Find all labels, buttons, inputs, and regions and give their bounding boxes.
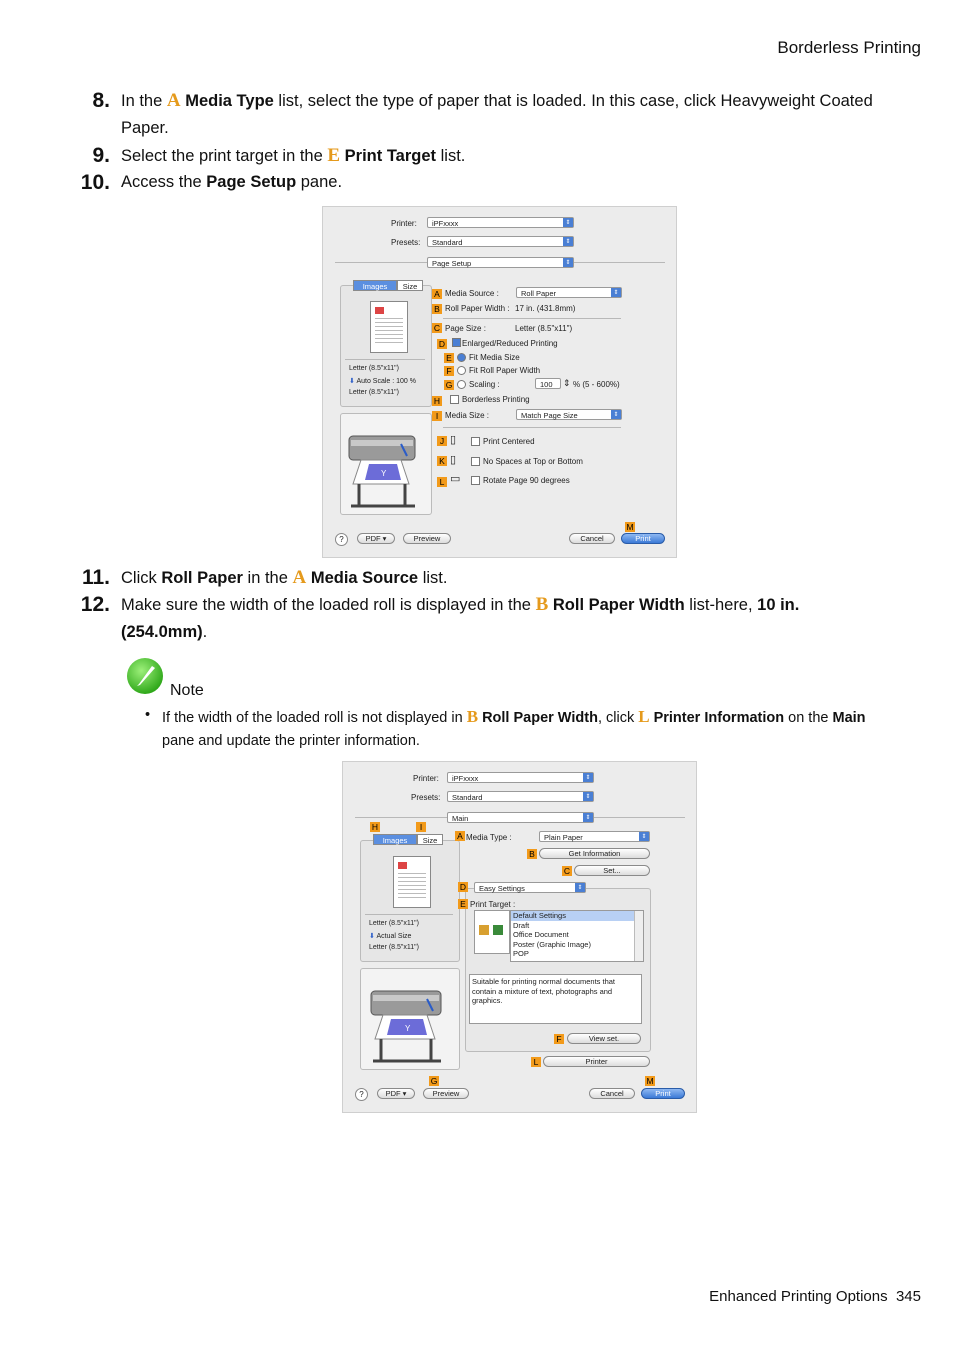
fit-roll-radio[interactable]	[457, 366, 466, 375]
arrow-down-icon: ⬇	[369, 933, 375, 940]
callout-l: L	[531, 1057, 541, 1067]
chevron-icon: ⇕	[639, 832, 649, 841]
callout-e: E	[444, 353, 454, 363]
page-size-label: Page Size :	[445, 324, 486, 333]
presets-select[interactable]	[427, 236, 574, 247]
step-number: 11.	[81, 566, 110, 589]
step-number: 12.	[80, 593, 110, 616]
list-item[interactable]: POP	[513, 949, 529, 958]
callout-d: D	[438, 339, 446, 349]
printer-illustration	[361, 969, 457, 1067]
print-button[interactable]: Print	[641, 1088, 685, 1099]
step-text: Make sure the width of the loaded roll is displayed in the	[121, 596, 536, 614]
description-box: Suitable for printing normal documents that contain a mixture of text, photographs and graphics.	[469, 974, 642, 1024]
info-scale-text: Actual Size	[376, 933, 412, 940]
chevron-icon: ⇕	[583, 813, 593, 822]
ui-term: Roll Paper Width	[482, 710, 598, 726]
footer-text: Enhanced Printing Options	[709, 1288, 888, 1305]
note-title: Note	[170, 682, 204, 699]
thumbnail-image	[493, 925, 503, 935]
pdf-button[interactable]: PDF ▾	[377, 1088, 415, 1099]
callout-f: F	[444, 366, 454, 376]
thumbnail-image	[398, 862, 407, 869]
thumbnail-image	[375, 307, 384, 314]
callout-c: C	[563, 866, 571, 876]
main-dialog	[342, 761, 697, 1113]
chevron-icon: ⇕	[611, 288, 621, 297]
chevron-icon: ⇕	[563, 258, 573, 267]
view-set-button[interactable]: View set.	[567, 1033, 641, 1044]
divider	[345, 359, 425, 360]
callout-g: G	[445, 380, 453, 390]
callout-a: A	[432, 289, 442, 299]
media-source-label: Media Source :	[445, 289, 499, 298]
step-number: 10.	[80, 171, 110, 194]
chevron-icon: ⇕	[575, 883, 585, 892]
media-size-label: Media Size :	[445, 411, 490, 420]
callout-l: L	[437, 477, 447, 487]
media-size-value: Match Page Size	[521, 411, 578, 420]
info-paper: Letter (8.5"x11")	[349, 365, 399, 372]
target-thumbnail	[474, 910, 510, 954]
scaling-radio[interactable]	[457, 380, 466, 389]
callout-j: J	[437, 436, 447, 446]
callout-m: M	[626, 522, 634, 532]
info-scale	[369, 932, 411, 940]
list-item[interactable]: Poster (Graphic Image)	[513, 939, 591, 949]
step-text: Access the	[121, 173, 207, 191]
fit-media-radio[interactable]	[457, 353, 466, 362]
callout-letter: B	[466, 707, 479, 726]
callout-g: G	[430, 1076, 438, 1086]
rotate-icon: ▭	[450, 473, 461, 485]
arrow-down-icon: ⬇	[349, 378, 355, 385]
step-text: list.	[436, 147, 466, 165]
ui-term: Page Setup	[206, 173, 297, 191]
callout-m: M	[646, 1076, 654, 1086]
callout-letter: B	[535, 594, 549, 615]
pane-value: Page Setup	[432, 259, 472, 268]
chevron-icon: ⇕	[611, 410, 621, 419]
borderless-label: Borderless Printing	[462, 395, 530, 404]
chevron-icon: ⇕	[563, 218, 573, 227]
callout-a: A	[455, 831, 465, 841]
callout-i: I	[432, 411, 442, 421]
printer-button[interactable]: Printer	[543, 1056, 650, 1067]
rotate-label: Rotate Page 90 degrees	[483, 476, 570, 485]
step-text: In the	[121, 92, 167, 110]
info-scale-text: Auto Scale : 100 %	[356, 378, 416, 385]
borderless-checkbox[interactable]	[450, 395, 459, 404]
chevron-icon: ⇕	[563, 237, 573, 246]
enlarged-checkbox[interactable]	[452, 338, 461, 347]
list-item[interactable]: Draft	[513, 920, 530, 930]
fit-media-label: Fit Media Size	[469, 353, 520, 362]
no-spaces-icon: ▯	[450, 454, 457, 466]
callout-c: C	[433, 323, 441, 333]
page-preview	[393, 856, 431, 908]
callout-letter: E	[327, 145, 341, 166]
easy-settings-value: Easy Settings	[479, 884, 525, 893]
step-text: list.	[418, 569, 448, 587]
info-output: Letter (8.5"x11")	[349, 389, 399, 396]
chevron-icon: ⇕	[583, 773, 593, 782]
step-text: list, select the type of paper that is loaded. In this case, click Heavyweight Coated Paper.	[121, 92, 873, 137]
ui-term: Printer Information	[653, 710, 785, 726]
printer-image-panel	[360, 968, 460, 1070]
ui-term: Print Target	[344, 147, 437, 165]
printer-select[interactable]	[447, 772, 594, 783]
svg-text:Y: Y	[381, 469, 387, 478]
no-spaces-checkbox[interactable]	[471, 457, 480, 466]
ui-term: Media Type	[185, 92, 274, 110]
page-setup-dialog	[322, 206, 677, 558]
divider	[443, 427, 621, 428]
presets-value: Standard	[432, 238, 463, 247]
step-text: pane.	[296, 173, 343, 191]
printer-select[interactable]	[427, 217, 574, 228]
preview-button[interactable]: Preview	[403, 533, 451, 544]
presets-label: Presets:	[391, 238, 421, 247]
cancel-button[interactable]: Cancel	[569, 533, 615, 544]
step-number: 9.	[92, 144, 110, 167]
step-text: Select the print target in the	[121, 147, 328, 165]
note-bullet: •	[145, 707, 151, 723]
tab-size[interactable]: Size	[397, 280, 423, 291]
callout-letter: A	[292, 567, 307, 588]
scaling-range: % (5 - 600%)	[573, 380, 620, 389]
chevron-icon: ⇕	[583, 792, 593, 801]
no-spaces-label: No Spaces at Top or Bottom	[483, 457, 583, 466]
callout-h: H	[433, 396, 441, 406]
rotate-checkbox[interactable]	[471, 476, 480, 485]
enlarged-label: Enlarged/Reduced Printing	[462, 339, 558, 348]
running-footer	[709, 1288, 921, 1305]
step-number: 8.	[92, 89, 110, 112]
info-paper: Letter (8.5"x11")	[369, 920, 419, 927]
printer-image-panel	[340, 413, 432, 515]
callout-h: H	[371, 822, 379, 832]
media-type-value: Plain Paper	[544, 833, 583, 842]
info-output: Letter (8.5"x11")	[369, 944, 419, 951]
print-button[interactable]: Print	[621, 533, 665, 544]
tab-images[interactable]: Images	[353, 280, 397, 291]
thumbnail-image	[479, 925, 489, 935]
media-source-value: Roll Paper	[521, 289, 557, 298]
step-text: in the	[242, 569, 293, 587]
ui-term: 10 in. (254.0mm)	[121, 596, 800, 641]
svg-text:Y: Y	[405, 1024, 411, 1033]
step-text: .	[202, 623, 208, 641]
pane-value: Main	[452, 814, 469, 823]
step-text: Click	[121, 569, 162, 587]
pdf-button[interactable]: PDF ▾	[357, 533, 395, 544]
preview-button[interactable]: Preview	[423, 1088, 469, 1099]
scrollbar[interactable]	[634, 911, 643, 961]
printer-label: Printer:	[391, 219, 417, 228]
presets-select[interactable]	[447, 791, 594, 802]
print-target-list[interactable]	[510, 910, 644, 962]
page-size-value: Letter (8.5"x11")	[515, 324, 573, 333]
note-part: on the	[784, 710, 833, 726]
callout-f: F	[554, 1034, 564, 1044]
note-part: If the width of the loaded roll is not displayed in	[162, 710, 467, 726]
pane-select[interactable]	[427, 257, 574, 268]
note-part: pane and update the printer information.	[162, 733, 420, 749]
callout-b: B	[432, 304, 442, 314]
note-text	[162, 705, 892, 753]
printer-value: iPFxxxx	[432, 219, 459, 228]
help-icon[interactable]: ?	[335, 533, 348, 546]
presets-value: Standard	[452, 793, 483, 802]
roll-width-label: Roll Paper Width :	[445, 304, 510, 313]
media-type-label: Media Type :	[466, 833, 512, 842]
stepper-icon[interactable]: ⇕	[563, 378, 571, 388]
callout-d: D	[459, 882, 467, 892]
page-preview	[370, 301, 408, 353]
ui-term: Roll Paper	[161, 569, 243, 587]
callout-k: K	[437, 456, 447, 466]
list-item[interactable]: Office Document	[513, 930, 569, 939]
note-part: , click	[597, 710, 639, 726]
help-icon[interactable]: ?	[355, 1088, 368, 1101]
running-header: Borderless Printing	[777, 38, 921, 57]
callout-i: I	[416, 822, 426, 832]
printer-illustration	[341, 414, 429, 512]
callout-letter: A	[166, 90, 181, 111]
printer-label: Printer:	[413, 774, 439, 783]
pane-select[interactable]	[447, 812, 594, 823]
presets-label: Presets:	[411, 793, 441, 802]
info-scale	[349, 377, 416, 385]
step-text: list-here,	[684, 596, 758, 614]
callout-b: B	[527, 849, 537, 859]
ui-term: Main	[832, 710, 866, 726]
tab-images[interactable]: Images	[373, 834, 417, 845]
easy-settings-select[interactable]	[474, 882, 586, 893]
ui-term: Media Source	[310, 569, 419, 587]
callout-letter: L	[638, 707, 650, 726]
scaling-label: Scaling :	[469, 380, 500, 389]
fit-roll-label: Fit Roll Paper Width	[469, 366, 541, 375]
divider	[443, 318, 621, 319]
callout-e: E	[458, 899, 468, 909]
ui-term: Roll Paper Width	[552, 596, 685, 614]
printer-value: iPFxxxx	[452, 774, 479, 783]
cancel-button[interactable]: Cancel	[589, 1088, 635, 1099]
print-centered-checkbox[interactable]	[471, 437, 480, 446]
roll-width-value: 17 in. (431.8mm)	[515, 304, 576, 313]
page-number: 345	[895, 1288, 921, 1305]
tab-size[interactable]: Size	[417, 834, 443, 845]
media-type-select[interactable]	[539, 831, 650, 842]
media-size-select[interactable]	[516, 409, 622, 420]
print-centered-label: Print Centered	[483, 437, 535, 446]
print-target-label: Print Target :	[470, 900, 516, 909]
list-item-selected[interactable]: Default Settings	[511, 911, 643, 921]
note-icon	[125, 656, 165, 696]
scaling-input[interactable]: 100	[535, 378, 561, 389]
page-centered-icon: ▯	[450, 434, 457, 446]
media-source-select[interactable]	[516, 287, 622, 298]
divider	[365, 914, 453, 915]
set-button[interactable]: Set...	[574, 865, 650, 876]
get-information-button[interactable]: Get Information	[539, 848, 650, 859]
